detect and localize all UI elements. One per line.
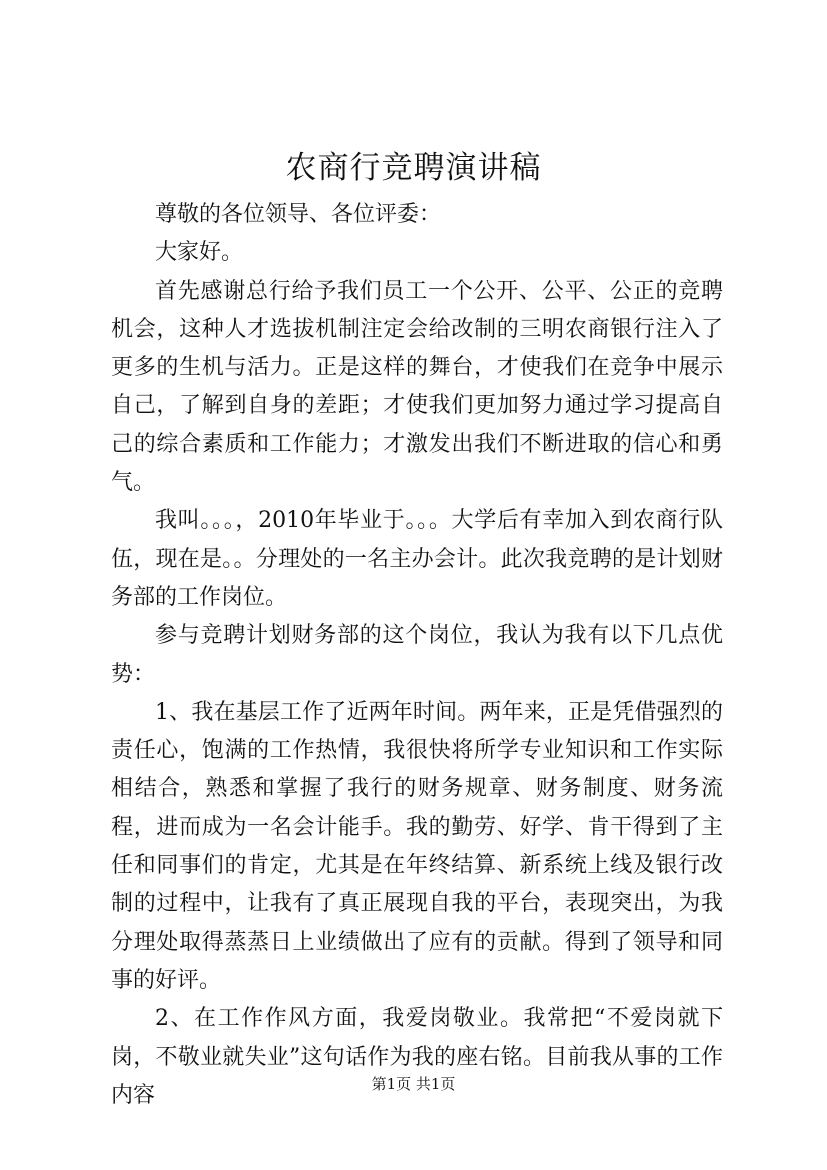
page-footer: 第1页 共1页	[371, 1075, 456, 1093]
salutation-paragraph: 尊敬的各位领导、各位评委：	[155, 202, 442, 227]
body-paragraph: 参与竞聘计划财务部的这个岗位，我认为我有以下几点优势：	[111, 623, 723, 687]
greeting-paragraph: 大家好。	[155, 240, 244, 266]
body-paragraph: 我叫。。。，2010年毕业于。。。大学后有幸加入到农商行队伍，现在是。。分理处的一名主办会计。此次我竞聘的是计划财务部的工作岗位。	[111, 508, 723, 610]
document-title: 农商行竞聘演讲稿	[285, 150, 542, 186]
body-paragraph: 首先感谢总行给予我们员工一个公开、公平、公正的竞聘机会，这种人才选拔机制注定会给改制的三明农商银行注入了更多的生机与活力。正是这样的舞台，才使我们在竞争中展示自己，了解到自身的差距；才使我们更加努力通过学习提高自己的综合素质和工作能力；才激发出我们不断进取的信心和勇气。	[111, 278, 723, 496]
document-body	[111, 196, 723, 1115]
body-paragraph: 1、我在基层工作了近两年时间。两年来，正是凭借强烈的责任心，饱满的工作热情，我很快将所学专业知识和工作实际相结合，熟悉和掌握了我行的财务规章、财务制度、财务流程，进而成为一名会计能手。我的勤劳、好学、肯干得到了主任和同事们的肯定，尤其是在年终结算、新系统上线及银行改制的过程中，让我有了真正展现自我的平台，表现突出，为我分理处取得蒸蒸日上业绩做出了应有的贡献。得到了领导和同事的好评。	[111, 699, 723, 993]
body-paragraph: 2、在工作作风方面，我爱岗敬业。我常把“不爱岗就下岗，不敬业就失业”这句话作为我的座右铭。目前我从事的工作内容	[111, 1006, 723, 1108]
